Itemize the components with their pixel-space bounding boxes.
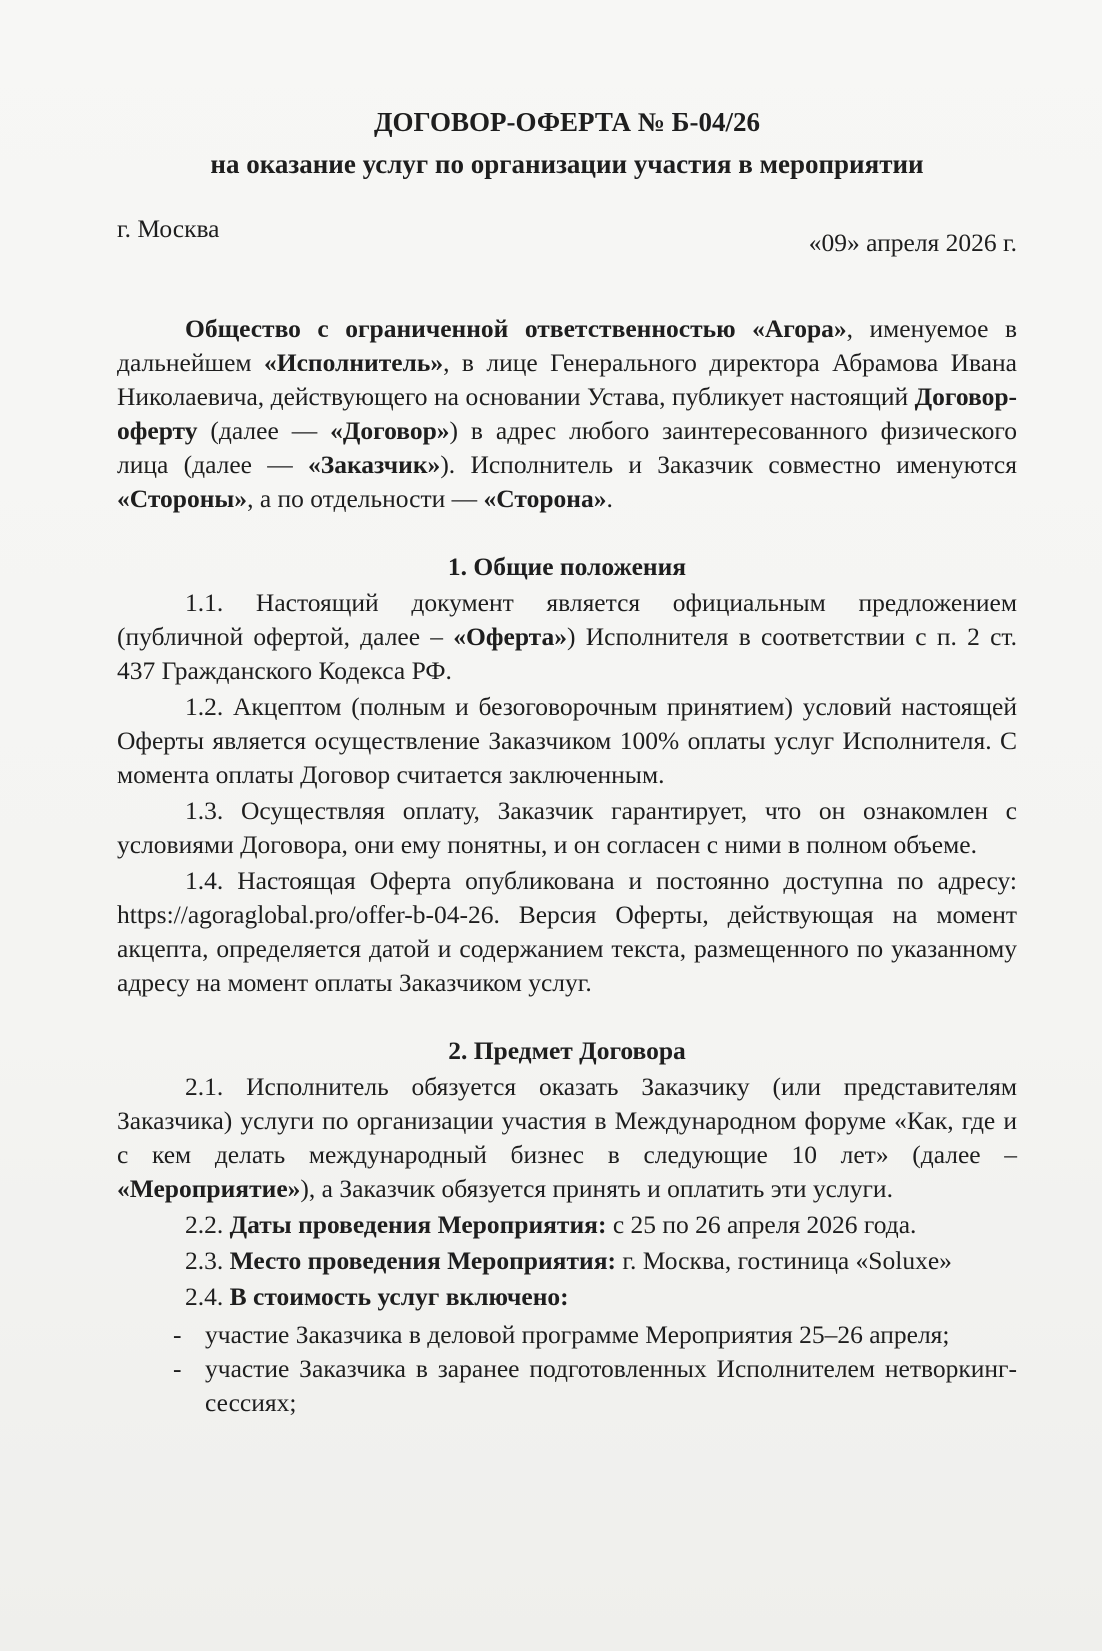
clause-1-1: 1.1. Настоящий документ является официальным предложением (публичной офертой, далее – «Оферта») Исполнителя в соответствии с п. 2 ст. 437 Гражданского Кодекса РФ. [117, 588, 1018, 685]
section-subject [117, 1034, 1017, 1420]
term-customer: «Заказчик» [308, 450, 441, 479]
intro-paragraph: Общество с ограниченной ответственностью «Агора», именуемое в дальнейшем «Исполнитель», в лице Генерального директора Абрамова Ивана Николаевича, действующего на основании Устава, публикует настоящий Договор-оферту (далее — «Договор») в адрес любого заинтересованного физического лица (далее — «Заказчик»). Исполнитель и Заказчик совместно именуются «Стороны», а по отдельности — «Сторона». [117, 314, 1017, 513]
document-subtitle: на оказание услуг по организации участия в мероприятии [210, 149, 924, 179]
city: г. Москва [117, 214, 220, 243]
clause-1-3: 1.3. Осуществляя оплату, Заказчик гарантирует, что он ознакомлен с условиями Договора, они ему понятны, и он согласен с ними в полном объеме. [117, 796, 1017, 859]
clause-1-2: 1.2. Акцептом (полным и безоговорочным принятием) условий настоящей Оферты является осуществление Заказчиком 100% оплаты услуг Исполнителя. С момента оплаты Договор считается заключенным. [117, 692, 1017, 789]
document-title: ДОГОВОР-ОФЕРТА № Б-04/26 [373, 107, 761, 137]
term-contract-offer: Договор-оферту [117, 382, 1017, 445]
clause-2-1: 2.1. Исполнитель обязуется оказать Заказчику (или представителям Заказчика) услуги по организации участия в Международном форуме «Как, где и с кем делать международный бизнес в следующие 10 лет» (далее – «Мероприятие»), а Заказчик обязуется принять и оплатить эти услуги. [117, 1072, 1017, 1203]
contract-date: «09» апреля 2026 г. [808, 228, 1017, 257]
list-item: - участие Заказчика в деловой программе Мероприятия 25–26 апреля; [117, 1318, 1017, 1352]
term-executor: «Исполнитель» [264, 348, 444, 377]
clause-2-4: 2.4. В стоимость услуг включено: [185, 1282, 569, 1311]
clause-1-4: 1.4. Настоящая Оферта опубликована и постоянно доступна по адресу: https://agoraglobal.pro/offer-b-04-26. Версия Оферты, действующая на момент акцепта, определяется датой и содержанием текста, размещенного по указанному адресу на момент оплаты Заказчиком услуг. [117, 866, 1017, 997]
place-date-row [117, 212, 1017, 282]
included-services-list [117, 1318, 1017, 1420]
section-1-title: 1. Общие положения [447, 552, 687, 581]
section-2-title: 2. Предмет Договора [448, 1036, 686, 1065]
list-marker: - [173, 1320, 182, 1349]
clause-2-2: 2.2. Даты проведения Мероприятия: с 25 по 26 апреля 2026 года. [185, 1210, 917, 1239]
contract-body [117, 104, 1017, 1420]
term-contract: «Договор» [330, 416, 450, 445]
company-name: Общество с ограниченной ответственностью «Агора» [185, 314, 847, 343]
list-item: - участие Заказчика в заранее подготовленных Исполнителем нетворкинг-сессиях; [173, 1354, 1017, 1417]
term-parties: «Стороны» [117, 484, 248, 513]
clause-2-3: 2.3. Место проведения Мероприятия: г. Москва, гостиница «Soluxe» [185, 1246, 952, 1275]
list-marker: - [173, 1354, 182, 1383]
section-general [117, 550, 1017, 1000]
term-party: «Сторона» [483, 484, 607, 513]
